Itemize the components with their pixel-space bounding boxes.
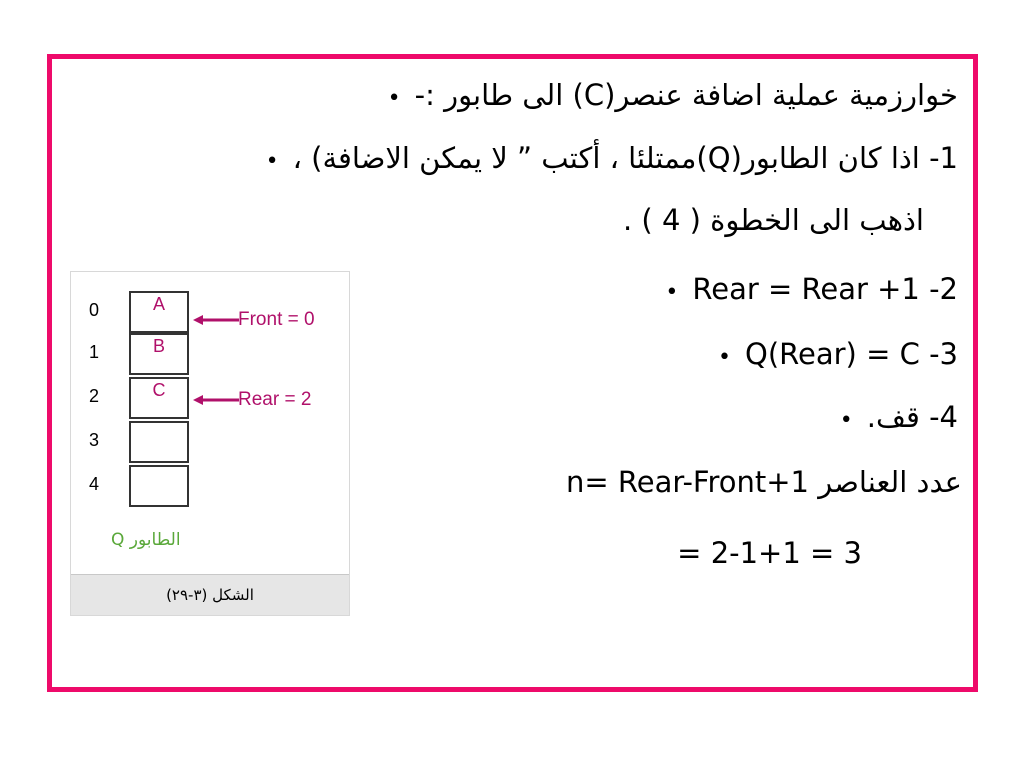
queue-cell: A: [129, 291, 189, 333]
queue-cell: B: [129, 333, 189, 375]
front-arrow-icon: [193, 315, 239, 325]
front-pointer-label: Front = 0: [238, 309, 315, 330]
queue-cell: [129, 421, 189, 463]
bullet-marker: •: [265, 149, 279, 174]
queue-cell: [129, 465, 189, 507]
formula-line-1: عدد العناصر n= Rear-Front+1: [566, 465, 962, 499]
index-label: 1: [89, 342, 100, 362]
queue-figure: [70, 271, 350, 616]
bullet-2-text: 1- اذا كان الطابور(Q)ممتلئا ، أكتب ” لا يمكن الاضافة) ،: [292, 141, 958, 175]
bullet-4: [718, 337, 958, 371]
bullet-marker: •: [387, 86, 401, 111]
pointer-arrows: [191, 312, 241, 412]
index-label: 3: [89, 430, 100, 450]
bullet-3-text: Rear = Rear +1 -2: [692, 272, 958, 306]
bullet-5: [840, 400, 958, 434]
bullet-1: [388, 78, 958, 112]
bullet-marker: •: [839, 408, 853, 433]
rear-arrow-icon: [193, 395, 239, 405]
bullet-2: [266, 141, 958, 175]
index-label: 2: [89, 386, 100, 406]
rear-pointer-label: Rear = 2: [238, 389, 312, 410]
bullet-3: [665, 272, 958, 306]
queue-name-label: الطابور Q: [111, 530, 181, 550]
bullet-5-text: 4- قف.: [866, 400, 958, 434]
index-label: 4: [89, 474, 100, 494]
index-label: 0: [89, 300, 100, 320]
formula-line-2: = 2-1+1 = 3: [677, 536, 862, 570]
bullet-2-continuation: اذهب الى الخطوة ( 4 ) .: [623, 203, 924, 237]
bullet-marker: •: [665, 280, 679, 305]
figure-caption: الشكل (٣-٢٩): [71, 574, 349, 615]
bullet-marker: •: [718, 345, 732, 370]
queue-cell: C: [129, 377, 189, 419]
bullet-1-text: خوارزمية عملية اضافة عنصر(C) الى طابور :-: [414, 78, 958, 112]
bullet-4-text: Q(Rear) = C -3: [745, 337, 958, 371]
